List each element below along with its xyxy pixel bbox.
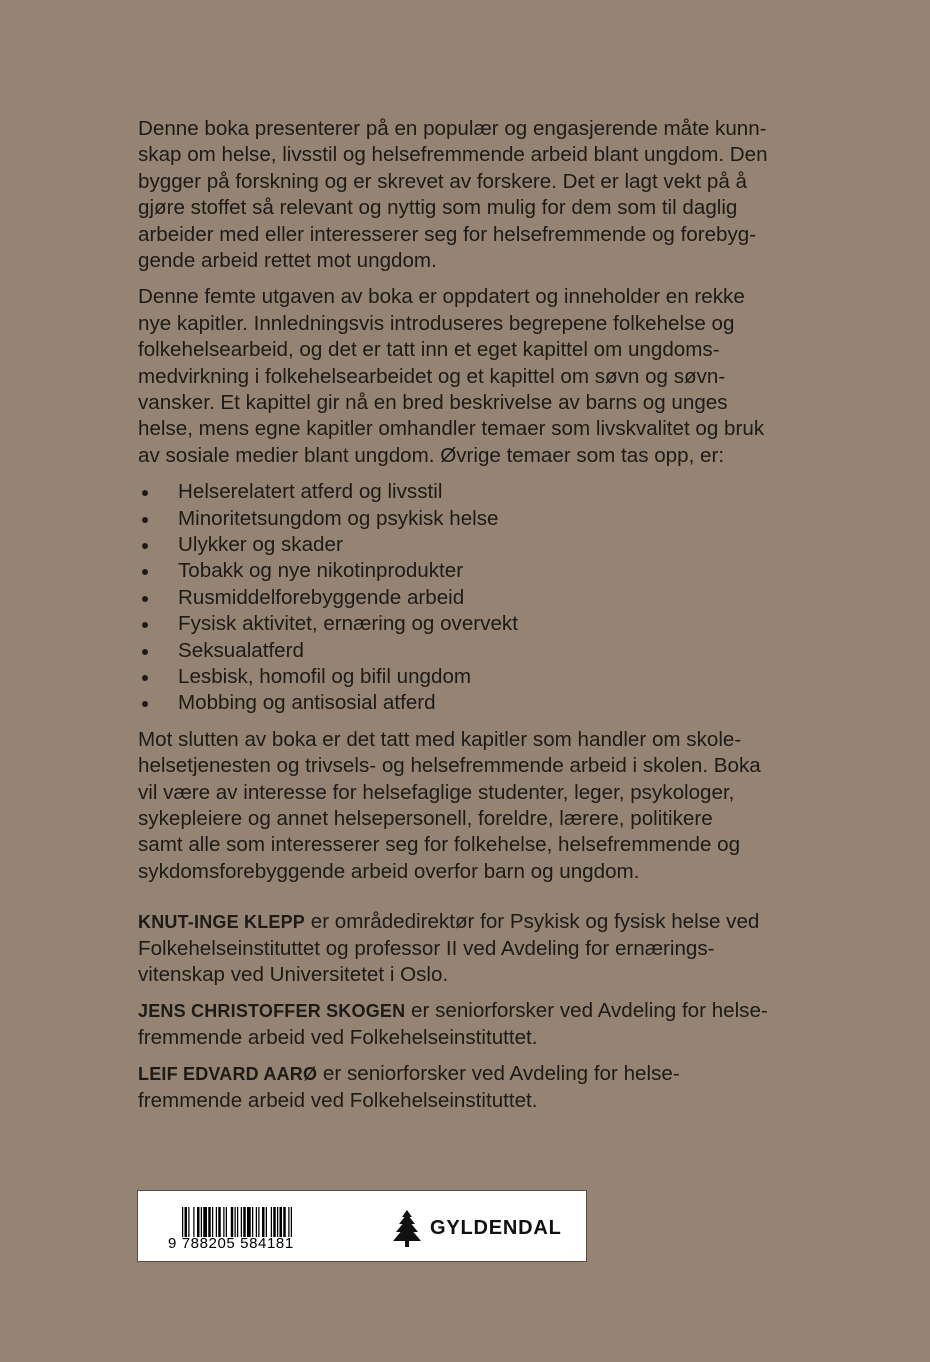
blurb: [138, 116, 798, 1124]
topic-item: Rusmiddelforebyggende arbeid: [138, 585, 798, 611]
barcode-bar: [262, 1207, 265, 1237]
barcode-bar: [258, 1207, 259, 1237]
text-line: Denne femte utgaven av boka er oppdatert og inneholder en rekke: [138, 285, 745, 309]
topic-item: Minoritetsungdom og psykisk helse: [138, 506, 798, 532]
closing-paragraph: [138, 727, 798, 885]
topic-list: [138, 479, 798, 717]
tree-icon: [392, 1209, 422, 1247]
text-line: Folkehelseinstituttet og professor II ved Avdeling for ernærings-: [138, 936, 715, 960]
barcode-bar: [208, 1207, 211, 1237]
intro-paragraph: [138, 116, 798, 274]
author-bio-text: er seniorforsker ved Avdeling for helse-: [317, 1062, 680, 1086]
text-line: gjøre stoffet så relevant og nyttig som mulig for dem som til daglig: [138, 196, 738, 220]
barcode-bar: [271, 1207, 272, 1237]
barcode-bar: [212, 1207, 213, 1237]
barcode-bar: [237, 1207, 238, 1237]
text-line: vil være av interesse for helsefaglige studenter, leger, psykologer,: [138, 780, 735, 804]
author-bio-first-line: [138, 1061, 798, 1087]
text-line: fremmende arbeid ved Folkehelseinstituttet.: [138, 1025, 538, 1049]
text-line: gende arbeid rettet mot ungdom.: [138, 249, 437, 273]
text-line: Denne boka presenterer på en populær og engasjerende måte kunn-: [138, 117, 767, 140]
barcode-bar: [197, 1207, 200, 1237]
text-line: helsetjenesten og trivsels- og helsefremmende arbeid i skolen. Boka: [138, 754, 761, 778]
text-line: bygger på forskning og er skrevet av forskere. Det er lagt vekt på å: [138, 169, 747, 193]
barcode-bar: [223, 1207, 224, 1237]
barcode-bar: [203, 1207, 207, 1237]
barcode-bar: [283, 1207, 286, 1237]
publisher-logo: [392, 1209, 562, 1247]
text-line: samt alle som interesserer seg for folkehelse, helsefremmende og: [138, 833, 741, 857]
barcode-bar: [185, 1207, 188, 1237]
author-name: KNUT-INGE KLEPP: [138, 912, 306, 933]
barcode-bar: [216, 1207, 217, 1237]
barcode-bar: [256, 1207, 257, 1237]
topic-item: Mobbing og antisosial atferd: [138, 690, 798, 716]
author-bios: [138, 909, 798, 1114]
author-name: JENS CHRISTOFFER SKOGEN: [138, 1001, 406, 1022]
barcode-bar: [231, 1207, 234, 1237]
text-line: av sosiale medier blant ungdom. Øvrige temaer som tas opp, er:: [138, 443, 725, 467]
barcode-bar: [273, 1207, 276, 1237]
author-bio-text: er seniorforsker ved Avdeling for helse-: [405, 999, 768, 1023]
text-line: arbeider med eller interesserer seg for helsefremmende og forebyg-: [138, 222, 757, 246]
barcode-panel: [137, 1190, 587, 1262]
barcode-bar: [193, 1207, 194, 1237]
text-line: nye kapitler. Innledningsvis introduseres begrepene folkehelse og: [138, 311, 735, 335]
barcode-bar: [235, 1207, 236, 1237]
text-line: vitenskap ved Universitetet i Oslo.: [138, 963, 449, 987]
barcode-bar: [188, 1207, 189, 1237]
author-name: LEIF EDVARD AARØ: [138, 1064, 318, 1085]
publisher-name: GYLDENDAL: [430, 1216, 562, 1239]
text-line: sykepleiere og annet helsepersonell, foreldre, lærere, politikere: [138, 807, 713, 831]
barcode-bar: [291, 1207, 292, 1237]
text-line: skap om helse, livsstil og helsefremmende arbeid blant ungdom. Den: [138, 143, 768, 167]
barcode-bar: [218, 1207, 221, 1237]
barcode-bar: [241, 1207, 242, 1237]
barcode-bar: [280, 1207, 283, 1237]
author-bio-text: er områdedirektør for Psykisk og fysisk helse ved: [305, 910, 760, 934]
barcode-bar: [201, 1207, 202, 1237]
topic-item: Ulykker og skader: [138, 532, 798, 558]
text-line: folkehelsearbeid, og det er tatt inn et eget kapittel om ungdoms-: [138, 338, 720, 362]
text-line: fremmende arbeid ved Folkehelseinstituttet.: [138, 1088, 538, 1112]
barcode-bar: [288, 1207, 289, 1237]
author-bio-first-line: [138, 998, 798, 1024]
topic-item: Seksualatferd: [138, 638, 798, 664]
isbn-number: 9 788205 584181: [168, 1235, 294, 1252]
author-bio-first-line: [138, 909, 798, 935]
author-bio-klepp: [138, 909, 798, 988]
barcode-bar: [247, 1207, 251, 1237]
text-line: sykdomsforebyggende arbeid overfor barn og ungdom.: [138, 859, 640, 883]
barcode-bar: [182, 1207, 183, 1237]
topic-item: Lesbisk, homofil og bifil ungdom: [138, 664, 798, 690]
text-line: medvirkning i folkehelsearbeidet og et kapittel om søvn og søvn-: [138, 364, 726, 388]
author-bio-aaro: [138, 1061, 798, 1114]
barcode-bar: [252, 1207, 253, 1237]
author-bio-skogen: [138, 998, 798, 1051]
barcode-bar: [277, 1207, 278, 1237]
text-line: helse, mens egne kapitler omhandler temaer som livskvalitet og bruk: [138, 417, 765, 441]
text-line: Mot slutten av boka er det tatt med kapitler som handler om skole-: [138, 727, 742, 751]
edition-paragraph: [138, 284, 798, 469]
topic-item: Fysisk aktivitet, ernæring og overvekt: [138, 611, 798, 637]
barcode-bar: [243, 1207, 246, 1237]
topic-item: Helserelatert atferd og livsstil: [138, 479, 798, 505]
text-line: vansker. Et kapittel gir nå en bred beskrivelse av barns og unges: [138, 391, 728, 415]
topic-item: Tobakk og nye nikotinprodukter: [138, 558, 798, 584]
barcode: [182, 1207, 342, 1237]
barcode-bar: [266, 1207, 267, 1237]
barcode-bar: [226, 1207, 227, 1237]
